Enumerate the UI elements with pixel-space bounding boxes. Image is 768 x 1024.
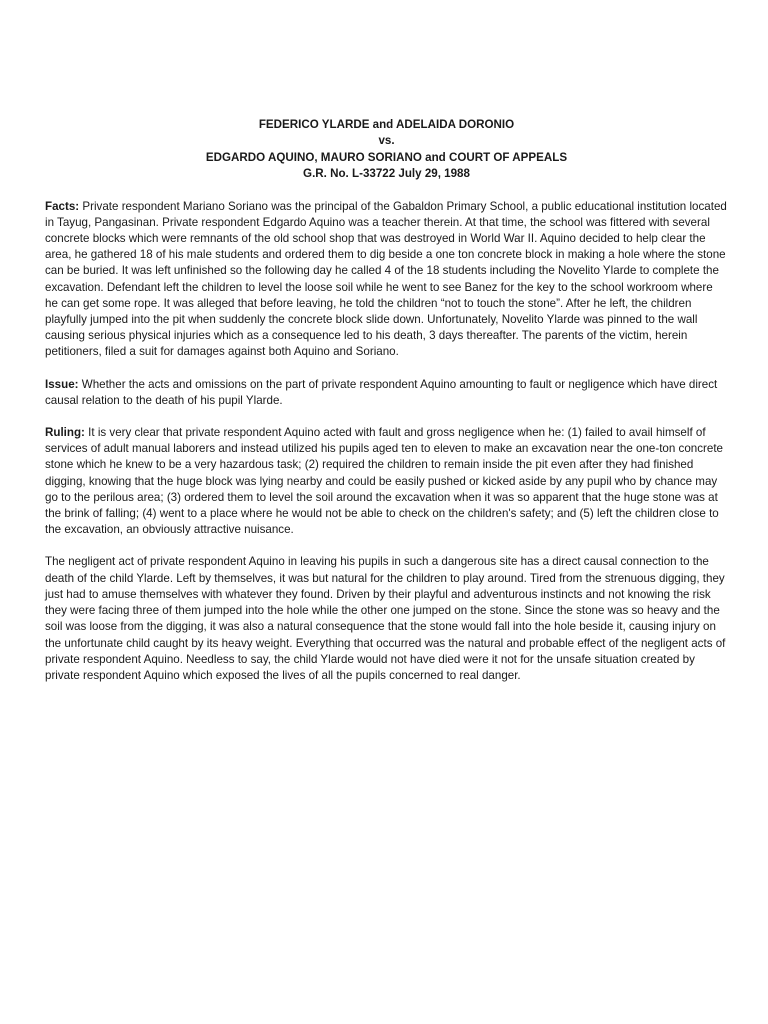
ruling-paragraph: [45, 425, 728, 538]
facts-paragraph: [45, 199, 728, 361]
conclusion-text: The negligent act of private respondent Aquino in leaving his pupils in such a dangerous site has a direct causal connection to the death of the child Ylarde. Left by themselves, it was but natural for the children to play around. Tired from the strenuous digging, they just had to amuse themselves with whatever they found. Driven by their playful and adventurous instincts and not knowing the risk they were facing three of them jumped into the hole while the other one jumped on the stone. Since the stone was so heavy and the soil was loose from the digging, it was also a natural consequence that the stone would fall into the hole beside it, causing injury on the unfortunate child caught by its heavy weight. Everything that occurred was the natural and probable effect of the negligent acts of private respondent Aquino. Needless to say, the child Ylarde would not have died were it not for the unsafe situation created by private respondent Aquino which exposed the lives of all the pupils concerned to real danger.: [45, 555, 726, 682]
ruling-text: It is very clear that private respondent Aquino acted with fault and gross negligence when he: (1) failed to avail himself of services of adult manual laborers and instead utilized his pupils aged ten to eleven to make an excavation near the one-ton concrete stone which he knew to be a very hazardous task; (2) required the children to remain inside the pit even after they had finished digging, knowing that the huge block was lying nearby and could be easily pushed or kicked aside by any pupil who by chance may go to the perilous area; (3) ordered them to level the soil around the excavation when it was so apparent that the huge stone was at the brink of falling; (4) went to a place where he would not be able to check on the children's safety; and (5) left the children close to the excavation, an obviously attractive nuisance.: [45, 426, 724, 537]
issue-text: Whether the acts and omissions on the part of private respondent Aquino amounting to fault or negligence which have direct causal relation to the death of his pupil Ylarde.: [45, 377, 718, 407]
ruling-label: Ruling:: [45, 426, 85, 440]
case-respondents: EDGARDO AQUINO, MAURO SORIANO and COURT OF APPEALS: [205, 150, 568, 164]
case-caption: [45, 117, 728, 183]
case-petitioners: FEDERICO YLARDE and ADELAIDA DORONIO: [258, 118, 515, 131]
case-versus: vs.: [378, 134, 395, 148]
case-citation: G.R. No. L-33722 July 29, 1988: [303, 167, 470, 181]
document-page: [45, 117, 728, 700]
facts-label: Facts:: [45, 199, 80, 213]
issue-paragraph: [45, 377, 728, 409]
facts-text: Private respondent Mariano Soriano was the principal of the Gabaldon Primary School, a public educational institution located in Tayug, Pangasinan. Private respondent Edgardo Aquino was a teacher therein. At that time, the school was fittered with several concrete blocks which were remnants of the old school shop that was destroyed in World War II. Aquino decided to help clear the area, he gathered 18 of his male students and ordered them to dig beside a one ton concrete block in making a hole where the stone can be buried. It was left unfinished so the following day he called 4 of the 18 students including the Novelito Ylarde to complete the excavation. Defendant left the children to level the loose soil while he went to see Banez for the key to the school workroom where he can get some rope. It was alleged that before leaving, he told the children “not to touch the stone”. After he left, the children playfully jumped into the pit when suddenly the concrete block slide down. Unfortunately, Novelito Ylarde was pinned to the wall causing serious physical injuries which as a consequence led to his death, 3 days thereafter. The parents of the victim, herein petitioners, filed a suit for damages against both Aquino and Soriano.: [45, 199, 727, 359]
conclusion-paragraph: [45, 554, 728, 684]
issue-label: Issue:: [45, 377, 79, 391]
